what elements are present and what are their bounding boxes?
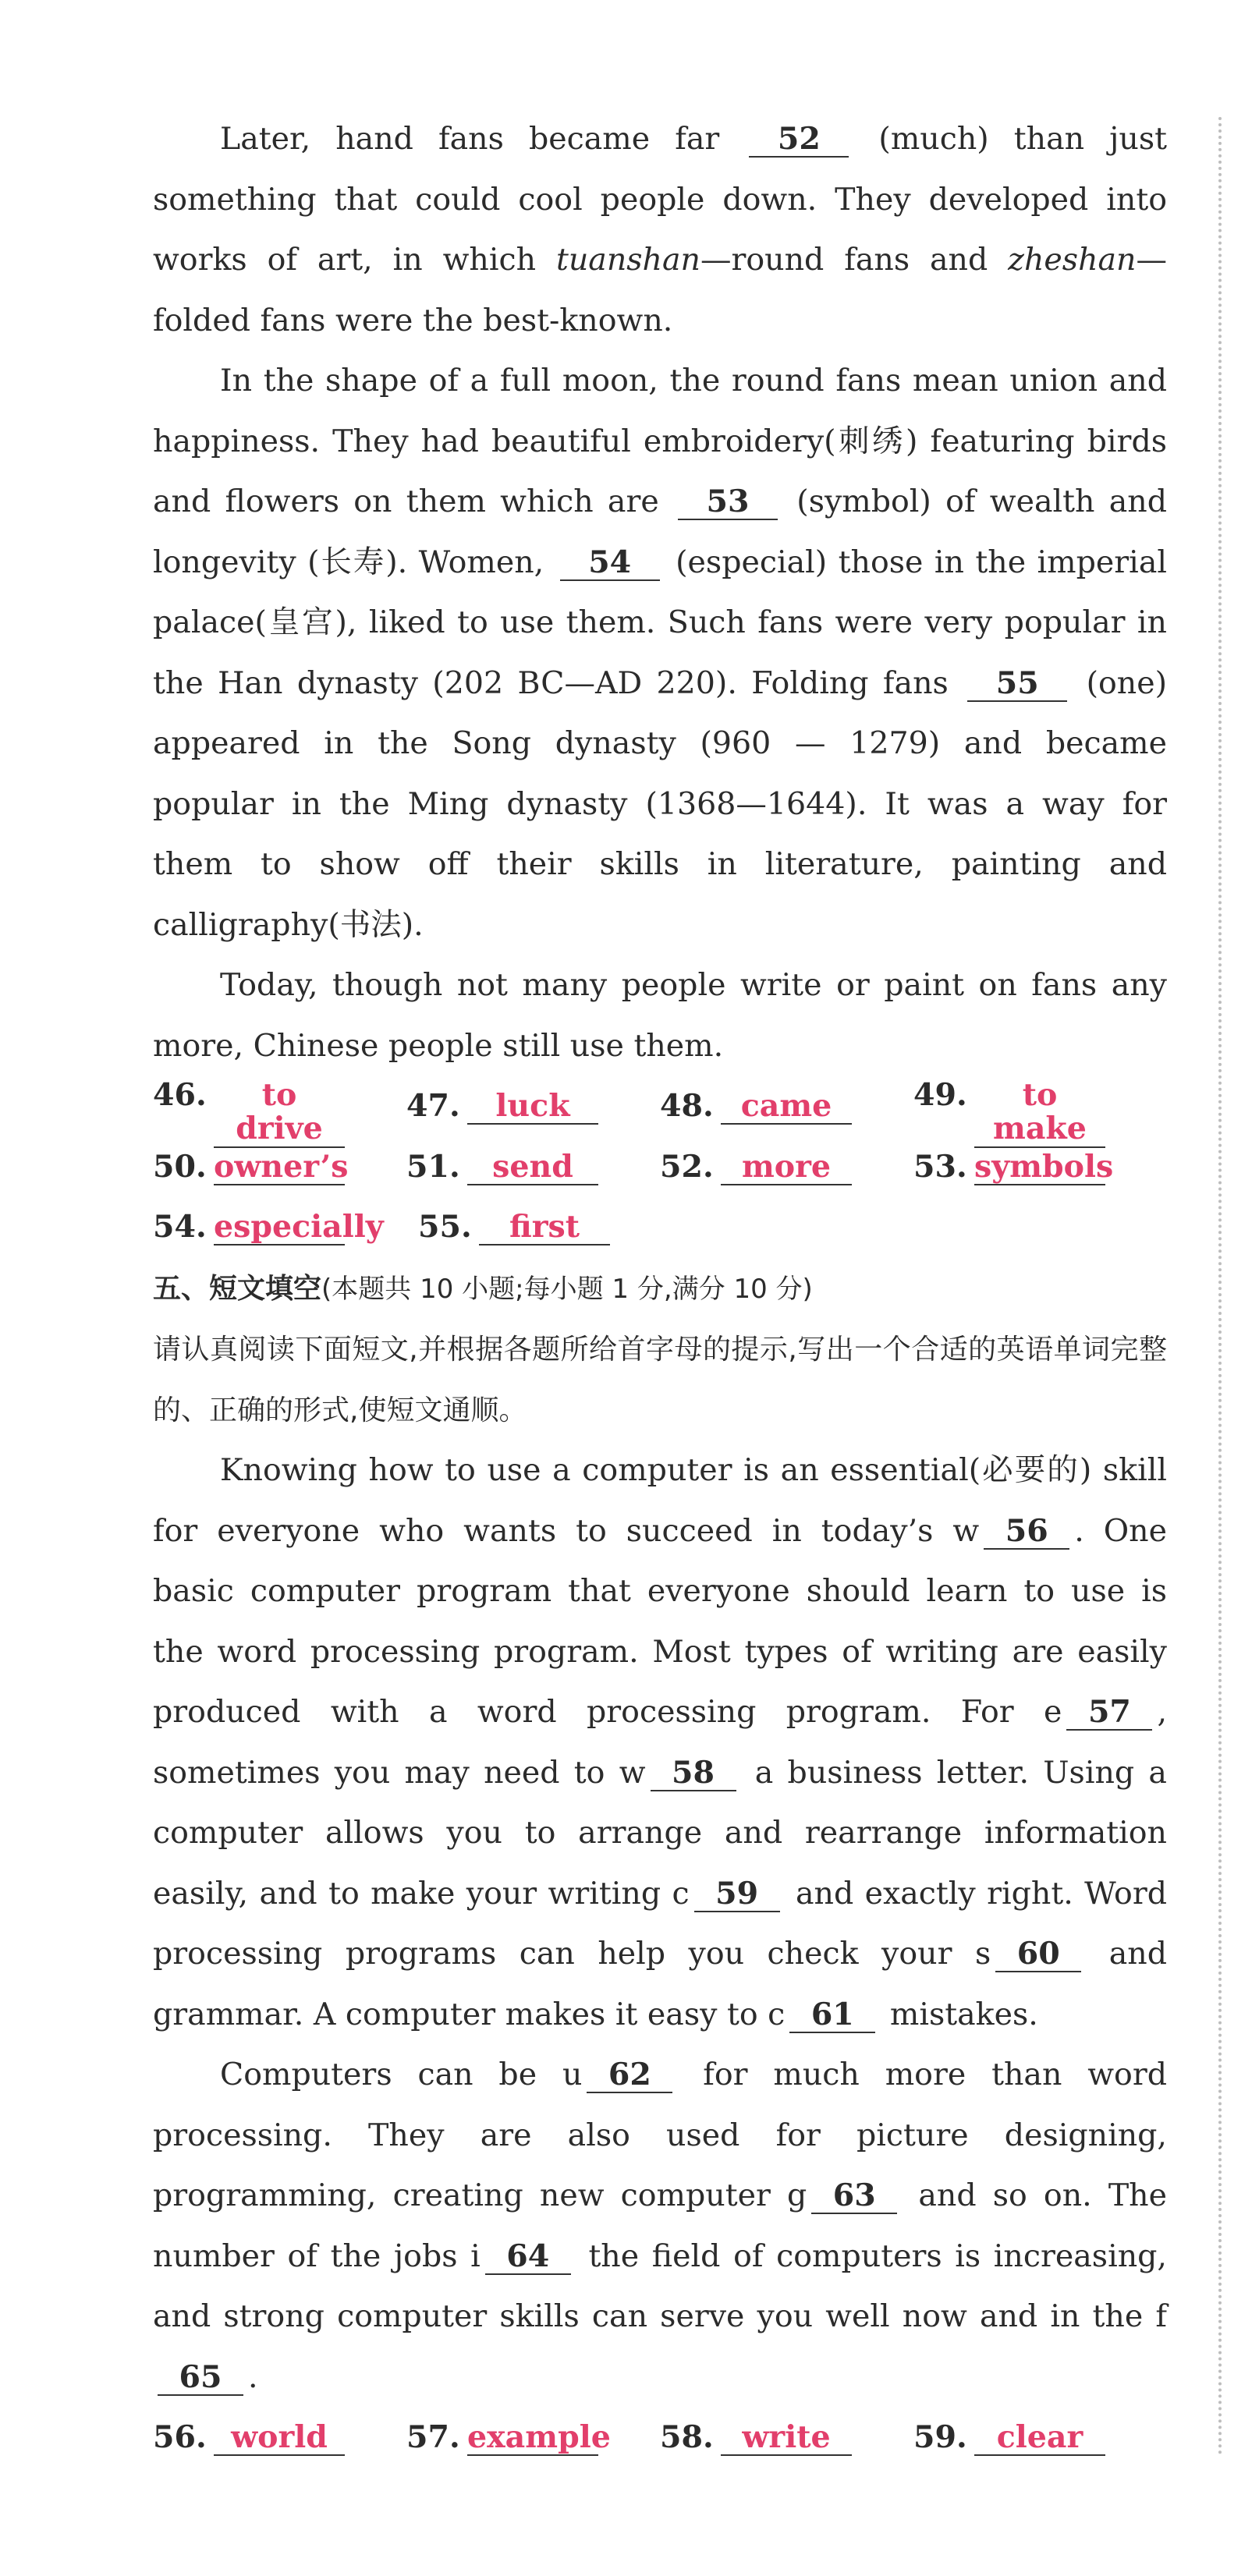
answer-value: owner’s [214, 1148, 349, 1185]
text: Later, hand fans became far [220, 121, 720, 157]
term-tuanshan: tuanshan [555, 242, 700, 278]
answer-58 [660, 2408, 913, 2468]
section-title: 五、短文填空 [153, 1272, 322, 1305]
answer-number: 49. [913, 1076, 967, 1113]
text: (one) appeared in the Song dynasty (960 — 1279) and became popular in the Ming dynasty (1368—1644). It was a way for them to show off their skills in literature, painting and calligraphy(书法). [153, 664, 1167, 943]
page-edge-dotted-line [1218, 117, 1222, 2457]
answer-value: world [214, 2421, 345, 2456]
text: and so on. The number of the jobs i [153, 2177, 1167, 2274]
text: the field of computers is increasing, and strong computer skills can serve you well now and in the f [153, 2238, 1167, 2334]
answer-value: first [479, 1210, 610, 1245]
blank-52: 52 [749, 122, 849, 158]
text: and exactly right. Word processing programs can help you check your s [153, 1875, 1168, 1972]
answer-52 [660, 1137, 913, 1198]
answer-53 [913, 1137, 1167, 1198]
text: . [248, 2358, 258, 2395]
term-zheshan: zheshan [1008, 242, 1137, 278]
answer-55 [418, 1197, 683, 1258]
answer-value: to drive [214, 1079, 345, 1148]
answer-51 [406, 1137, 660, 1198]
text: In the shape of a full moon, the round fans mean union and happiness. They had beautiful embroidery(刺绣) featuring birds and flowers on them which are [153, 363, 1167, 519]
blank-59: 59 [694, 1877, 780, 1912]
answer-54 [153, 1197, 418, 1258]
answer-value: clear [974, 2421, 1105, 2456]
answer-number: 51. [406, 1148, 460, 1185]
blank-61: 61 [789, 1998, 875, 2033]
answer-48 [660, 1076, 913, 1137]
answer-number: 53. [913, 1148, 967, 1185]
answer-number: 59. [913, 2419, 967, 2455]
answer-value: send [467, 1150, 598, 1185]
answer-block-1 [153, 1076, 1167, 1258]
text: Computers can be u [220, 2057, 583, 2092]
text: a business letter. Using a computer allows you to arrange and rearrange information easily, and to make your writing c [153, 1754, 1167, 1912]
blank-54: 54 [560, 546, 660, 581]
passage-paragraph-4 [153, 1440, 1167, 2045]
answer-number: 50. [153, 1148, 207, 1185]
blank-64: 64 [485, 2240, 571, 2275]
blank-65: 65 [158, 2361, 243, 2396]
answer-value: write [721, 2421, 852, 2456]
passage-paragraph-3: Today, though not many people write or paint on fans any more, Chinese people still use them. [153, 967, 1167, 1064]
answer-value: to make [974, 1079, 1105, 1148]
text: (much) than just something that could cool people down. They developed into works of art, in which [153, 121, 1167, 278]
answer-49 [913, 1065, 1167, 1148]
answer-row [153, 2408, 1167, 2468]
passage-paragraph-2 [153, 351, 1167, 955]
blank-57: 57 [1066, 1695, 1152, 1731]
answer-number: 55. [418, 1209, 472, 1245]
answer-value: example [467, 2419, 611, 2455]
answer-number: 56. [153, 2419, 207, 2455]
answer-47 [406, 1076, 660, 1137]
text: and grammar. A computer makes it easy to c [153, 1936, 1167, 2032]
section-instruction: 请认真阅读下面短文,并根据各题所给首字母的提示,写出一个合适的英语单词完整的、正确的形式,使短文通顺。 [153, 1334, 1167, 1426]
answer-59 [913, 2408, 1167, 2468]
section-note: (本题共 10 小题;每小题 1 分,满分 10 分) [321, 1273, 813, 1305]
answer-number: 48. [660, 1088, 714, 1124]
answer-number: 57. [406, 2419, 460, 2455]
answer-value: more [721, 1150, 852, 1185]
answer-value: luck [467, 1090, 598, 1125]
blank-55: 55 [967, 667, 1067, 702]
answer-row [153, 1076, 1167, 1147]
text: . One basic computer program that everyone should learn to use is the word processing program. Most types of writing are easily produced with a word processing program. For e [153, 1512, 1167, 1730]
answer-56 [153, 2408, 406, 2468]
answer-number: 47. [406, 1088, 460, 1124]
text: (symbol) of wealth and longevity (长寿). Women, [153, 484, 1168, 580]
answer-row [153, 1197, 1167, 1258]
worksheet-page [153, 109, 1167, 2468]
blank-53: 53 [678, 485, 778, 520]
passage-paragraph-1 [153, 109, 1167, 351]
blank-63: 63 [811, 2179, 897, 2214]
answer-block-2 [153, 2408, 1167, 2468]
section-heading [153, 1258, 1167, 1320]
answer-value: came [721, 1090, 852, 1125]
blank-62: 62 [587, 2058, 672, 2093]
text: —round fans and [700, 242, 988, 278]
text: , sometimes you may need to w [153, 1694, 1167, 1791]
text: for much more than word processing. They are also used for picture designing, programming, creating new computer g [153, 2057, 1168, 2213]
answer-50 [153, 1137, 406, 1198]
answer-row [153, 1137, 1167, 1198]
text: (especial) those in the imperial palace(皇宫), liked to use them. Such fans were very popular in the Han dynasty (202 BC—AD 220). Folding fans [153, 544, 1168, 701]
answer-value: symbols [974, 1148, 1114, 1185]
text: mistakes. [889, 1996, 1038, 2032]
answer-number: 52. [660, 1148, 714, 1185]
answer-46 [153, 1065, 406, 1148]
answer-57 [406, 2408, 660, 2468]
blank-58: 58 [651, 1756, 736, 1791]
text: —folded fans were the best-known. [153, 242, 1167, 338]
answer-number: 58. [660, 2419, 714, 2455]
blank-56: 56 [984, 1515, 1069, 1550]
blank-60: 60 [995, 1937, 1081, 1972]
answer-value: especially [214, 1209, 384, 1245]
passage-paragraph-5 [153, 2045, 1167, 2408]
answer-number: 46. [153, 1076, 207, 1113]
answer-number: 54. [153, 1209, 207, 1245]
text: Knowing how to use a computer is an essential(必要的) skill for everyone who wants to succeed in today’s w [153, 1452, 1167, 1549]
